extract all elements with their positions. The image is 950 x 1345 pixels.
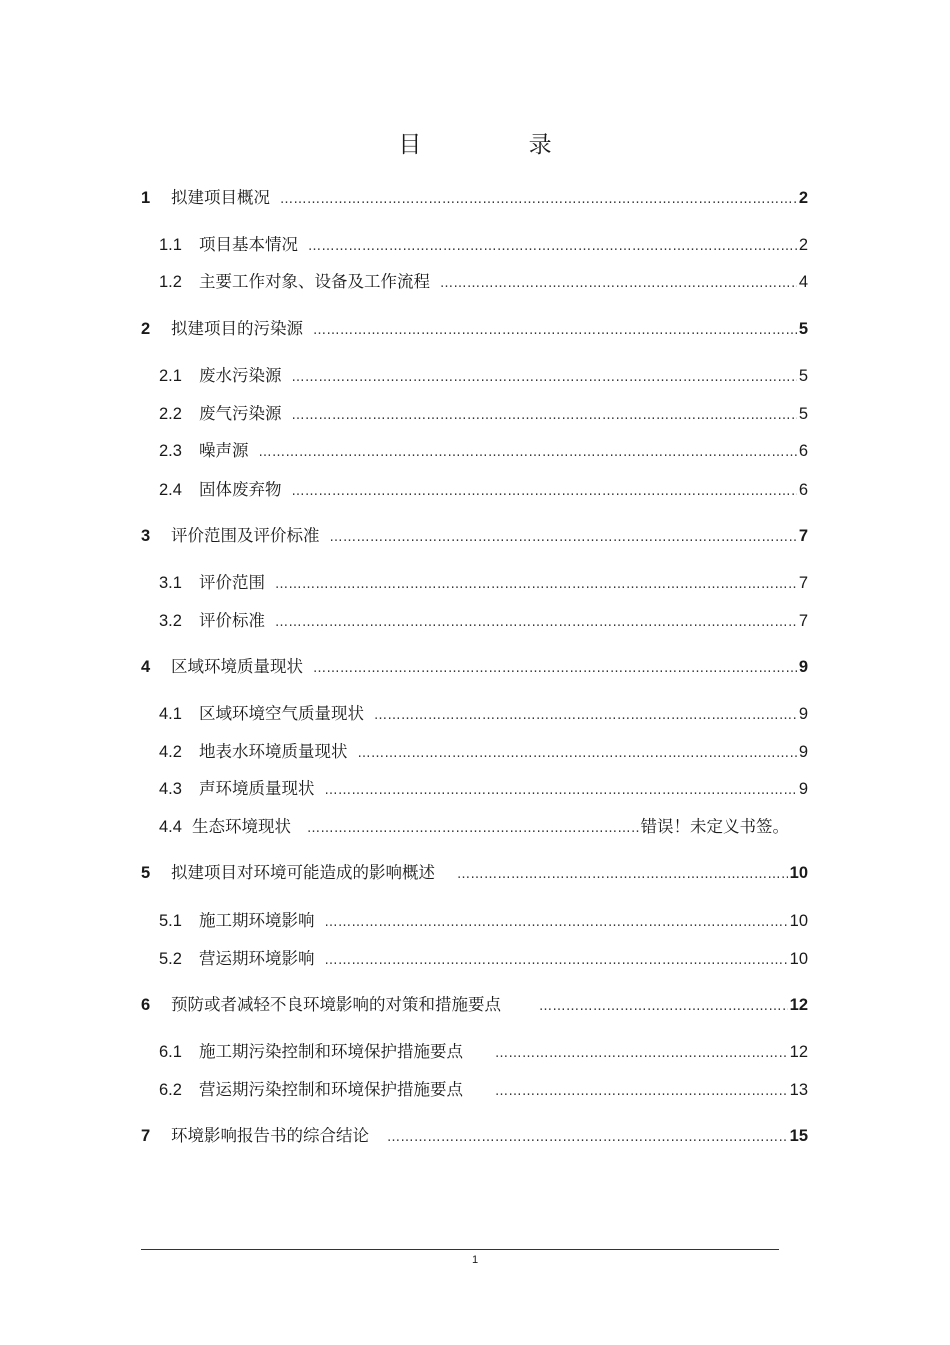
toc-page: 5 <box>798 405 808 423</box>
toc-leader <box>440 276 797 291</box>
toc-page: 9 <box>798 743 808 761</box>
toc-page: 5 <box>798 367 808 385</box>
toc-entry[interactable] <box>159 813 789 837</box>
toc-entry[interactable] <box>159 775 808 799</box>
toc-leader <box>313 323 797 338</box>
toc-page-error: 错误！未定义书签。 <box>640 817 789 836</box>
toc-entry[interactable] <box>159 907 808 931</box>
toc-leader <box>292 370 797 385</box>
toc-leader <box>307 821 639 836</box>
toc-label: 评价范围 <box>199 573 265 592</box>
toc-label: 噪声源 <box>199 441 249 460</box>
toc-entry[interactable] <box>141 184 808 208</box>
toc-leader <box>539 999 788 1014</box>
toc-number: 1.2 <box>159 273 182 291</box>
toc-leader <box>325 783 797 798</box>
toc-entry[interactable] <box>141 522 808 546</box>
toc-page: 4 <box>798 273 808 291</box>
toc-label: 拟建项目的污染源 <box>171 319 303 338</box>
toc-leader <box>325 915 788 930</box>
toc-number: 4.3 <box>159 780 182 798</box>
toc-page: 6 <box>798 442 808 460</box>
toc-number: 2.3 <box>159 442 182 460</box>
toc-label: 废气污染源 <box>199 404 282 423</box>
toc-number: 4.1 <box>159 705 182 723</box>
toc-entry[interactable] <box>159 569 808 593</box>
toc-page: 5 <box>798 320 808 338</box>
toc-page: 2 <box>798 236 808 254</box>
toc-label: 主要工作对象、设备及工作流程 <box>199 272 430 291</box>
toc-page: 7 <box>798 527 808 545</box>
toc-label: 评价标准 <box>199 611 265 630</box>
toc-entry[interactable] <box>159 945 808 969</box>
toc-label: 拟建项目对环境可能造成的影响概述 <box>171 863 435 882</box>
toc-entry[interactable] <box>159 1076 808 1100</box>
toc-leader <box>292 484 797 499</box>
toc-page: 12 <box>789 1043 808 1061</box>
toc-leader <box>358 746 797 761</box>
toc-page: 10 <box>789 864 808 882</box>
toc-label: 施工期环境影响 <box>199 911 315 930</box>
toc-label: 废水污染源 <box>199 366 282 385</box>
toc-entry[interactable] <box>141 1122 808 1146</box>
toc-leader <box>457 867 788 882</box>
toc-number: 6 <box>141 996 151 1014</box>
toc-number: 2.2 <box>159 405 182 423</box>
toc-entry[interactable] <box>159 700 808 724</box>
toc-number: 4.2 <box>159 743 182 761</box>
toc-page: 9 <box>798 705 808 723</box>
toc-number: 5.1 <box>159 912 182 930</box>
toc-entry[interactable] <box>159 362 808 386</box>
page-title: 目 录 <box>398 132 602 158</box>
toc-label: 环境影响报告书的综合结论 <box>171 1126 369 1145</box>
toc-label: 营运期污染控制和环境保护措施要点 <box>199 1080 463 1099</box>
toc-page: 6 <box>798 481 808 499</box>
toc-number: 2.4 <box>159 481 182 499</box>
toc-entry[interactable] <box>141 315 808 339</box>
toc-leader <box>495 1046 788 1061</box>
toc-number: 6.1 <box>159 1043 182 1061</box>
toc-label: 营运期环境影响 <box>199 949 315 968</box>
toc-number: 6.2 <box>159 1081 182 1099</box>
toc-leader <box>308 239 797 254</box>
toc-number: 1 <box>141 189 151 207</box>
toc-entry[interactable] <box>159 268 808 292</box>
toc-label: 声环境质量现状 <box>199 779 315 798</box>
toc-number: 1.1 <box>159 236 182 254</box>
toc-leader <box>330 530 797 545</box>
footer-divider <box>141 1249 779 1250</box>
toc-entry[interactable] <box>159 476 808 500</box>
toc-leader <box>275 615 797 630</box>
toc-number: 3.1 <box>159 574 182 592</box>
toc-number: 4.4 <box>159 818 182 836</box>
toc-label: 施工期污染控制和环境保护措施要点 <box>199 1042 463 1061</box>
toc-leader <box>325 953 788 968</box>
toc-label: 区域环境质量现状 <box>171 657 303 676</box>
toc-entry[interactable] <box>159 231 808 255</box>
toc-number: 4 <box>141 658 151 676</box>
toc-leader <box>280 192 797 207</box>
toc-label: 生态环境现状 <box>192 817 291 836</box>
toc-entry[interactable] <box>141 859 808 883</box>
toc-page: 7 <box>798 574 808 592</box>
toc-leader <box>374 708 797 723</box>
toc-number: 3.2 <box>159 612 182 630</box>
toc-label: 区域环境空气质量现状 <box>199 704 364 723</box>
toc-page: 2 <box>798 189 808 207</box>
toc-leader <box>313 661 797 676</box>
toc-label: 地表水环境质量现状 <box>199 742 348 761</box>
toc-leader <box>259 445 797 460</box>
toc-number: 7 <box>141 1127 151 1145</box>
toc-page: 9 <box>798 780 808 798</box>
toc-number: 2 <box>141 320 151 338</box>
toc-entry[interactable] <box>141 653 808 677</box>
toc-entry[interactable] <box>159 1038 808 1062</box>
toc-number: 2.1 <box>159 367 182 385</box>
toc-number: 5 <box>141 864 151 882</box>
toc-leader <box>495 1084 788 1099</box>
toc-page: 9 <box>798 658 808 676</box>
page-number: 1 <box>471 1254 479 1266</box>
toc-label: 项目基本情况 <box>199 235 298 254</box>
toc-entry[interactable] <box>159 400 808 424</box>
toc-page: 10 <box>789 950 808 968</box>
toc-label: 固体废弃物 <box>199 480 282 499</box>
toc-page: 12 <box>789 996 808 1014</box>
toc-number: 5.2 <box>159 950 182 968</box>
toc-leader <box>387 1130 788 1145</box>
toc-page: 10 <box>789 912 808 930</box>
toc-number: 3 <box>141 527 151 545</box>
toc-entry[interactable] <box>141 991 808 1015</box>
toc-page: 15 <box>789 1127 808 1145</box>
toc-label: 评价范围及评价标准 <box>171 526 320 545</box>
toc-page: 7 <box>798 612 808 630</box>
toc-leader <box>275 577 797 592</box>
toc-entry[interactable] <box>159 738 808 762</box>
toc-label: 预防或者减轻不良环境影响的对策和措施要点 <box>171 995 501 1014</box>
toc-label: 拟建项目概况 <box>171 188 270 207</box>
toc-page: 13 <box>789 1081 808 1099</box>
toc-entry[interactable] <box>159 437 808 461</box>
toc-entry[interactable] <box>159 607 808 631</box>
toc-leader <box>292 408 797 423</box>
